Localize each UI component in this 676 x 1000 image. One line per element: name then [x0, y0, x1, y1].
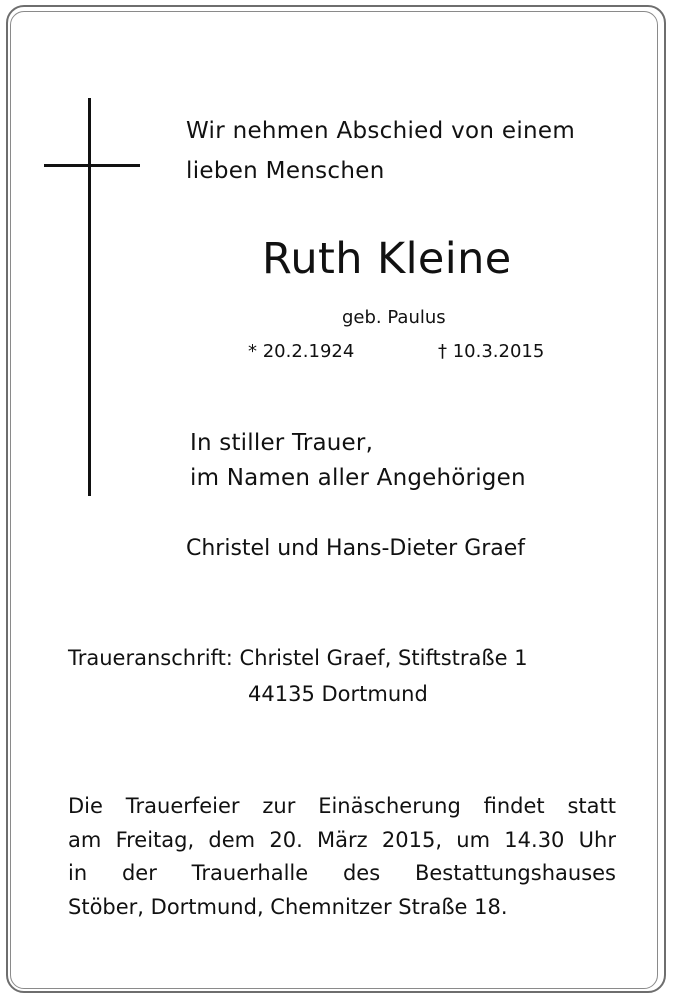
ceremony-paragraph [68, 790, 616, 924]
signatories: Christel und Hans-Dieter Graef [186, 536, 526, 561]
ceremony-line-1: Die Trauerfeier zur Einäscherung findet statt [68, 794, 616, 818]
ceremony-line-3: in der Trauerhalle des Bestattungshauses [68, 861, 616, 885]
deceased-name: Ruth Kleine [262, 234, 512, 284]
address-line-1: Traueranschrift: Christel Graef, Stiftstraße 1 [68, 646, 528, 670]
birth-date: * 20.2.1924 [248, 341, 355, 362]
cross-icon-vertical-beam [88, 98, 91, 496]
mourning-line-2: im Namen aller Angehörigen [190, 465, 526, 491]
birth-name: geb. Paulus [342, 307, 446, 328]
intro-line-1: Wir nehmen Abschied von einem [186, 118, 576, 144]
ceremony-line-4: Stöber, Dortmund, Chemnitzer Straße 18. [68, 894, 508, 919]
death-date: † 10.3.2015 [438, 341, 545, 362]
cross-icon-horizontal-beam [44, 164, 140, 167]
intro-line-2: lieben Menschen [186, 158, 385, 184]
mourning-line-1: In stiller Trauer, [190, 430, 374, 456]
address-line-2: 44135 Dortmund [248, 682, 428, 706]
ceremony-line-2: am Freitag, dem 20. März 2015, um 14.30 Uhr [68, 827, 616, 852]
